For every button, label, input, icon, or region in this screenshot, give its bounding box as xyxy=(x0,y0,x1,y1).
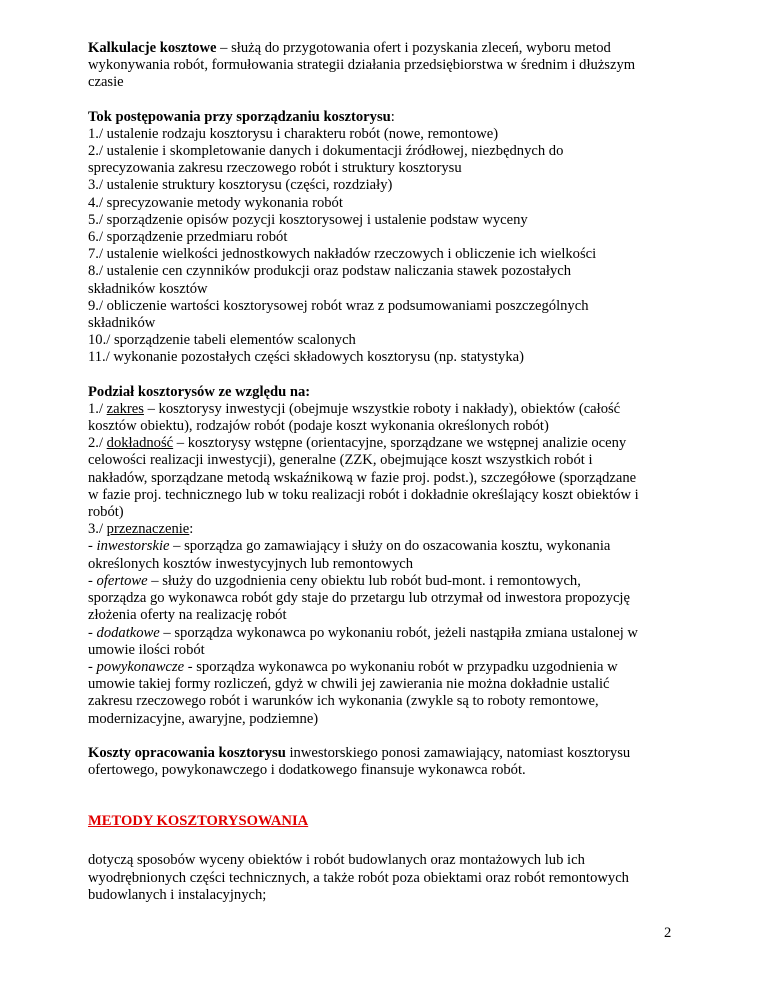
przeznaczenie-term: przeznaczenie xyxy=(106,521,190,538)
metody-line1: dotyczą sposobów wyceny obiektów i robót budowlanych oraz montażowych lub ich xyxy=(88,852,585,869)
dodatkowe-term: dodatkowe xyxy=(96,624,160,641)
przeznaczenie-colon: : xyxy=(189,521,194,538)
tok-heading-line xyxy=(88,109,664,126)
kalk-line3: czasie xyxy=(88,74,124,91)
ofertowe-text: – służy do uzgodnienia ceny obiektu lub robót bud-mont. i remontowych, xyxy=(147,572,581,589)
kalk-line2: wykonywania robót, formułowania strategii działania przedsiębiorstwa w średnim i dłuższym xyxy=(88,57,636,74)
dodatkowe-text: – sporządza wykonawca po wykonaniu robót, jeżeli nastąpiła zmiana ustalonej w xyxy=(159,624,638,641)
podzial-heading-line xyxy=(88,384,664,401)
metody-line3: budowlanych i instalacyjnych; xyxy=(88,886,267,903)
dodatkowe-line1 xyxy=(88,625,664,642)
koszty-line2: ofertowego, powykonawczego i dodatkowego finansuje wykonawca robót. xyxy=(88,761,526,778)
ofertowe-line3: złożenia oferty na realizację robót xyxy=(88,607,287,624)
metody-heading: METODY KOSZTORYSOWANIA xyxy=(88,813,309,830)
inwestorskie-line2: określonych kosztów inwestycyjnych lub remontowych xyxy=(88,555,414,572)
powykonawcze-line3: zakresu rzeczowego robót i warunków ich wykonania (zwykle są to roboty remontowe, xyxy=(88,693,599,710)
dokladnosc-line4: w fazie proj. technicznego lub w toku realizacji robót i dokładnie określający koszt obiektów i xyxy=(88,486,639,503)
list-item: składników xyxy=(88,315,156,332)
dokladnosc-line1 xyxy=(88,435,664,452)
powykonawcze-line2: umowie takiej formy rozliczeń, gdyż w chwili jej zawierania nie można dokładnie ustalić xyxy=(88,676,610,693)
kalk-line1: – służą do przygotowania ofert i pozyskania zleceń, wyboru metod xyxy=(216,40,611,56)
powykonawcze-term: powykonawcze xyxy=(96,658,185,675)
list-item: 10./ sporządzenie tabeli elementów scalonych xyxy=(88,332,356,349)
page-number: 2 xyxy=(664,925,672,941)
kalk-para xyxy=(88,40,664,57)
list-item: 6./ sporządzenie przedmiaru robót xyxy=(88,229,288,246)
list-item: 9./ obliczenie wartości kosztorysowej robót wraz z podsumowaniami poszczególnych xyxy=(88,297,589,314)
inwestorskie-dash: - xyxy=(88,538,97,555)
ofertowe-line1 xyxy=(88,573,664,590)
koszty-term: Koszty opracowania kosztorysu xyxy=(88,744,286,761)
ofertowe-dash: - xyxy=(88,572,97,589)
dokladnosc-num: 2./ xyxy=(88,435,107,452)
dodatkowe-dash: - xyxy=(88,624,97,641)
koszty-line1 xyxy=(88,745,664,762)
metody-heading-line xyxy=(88,813,664,830)
metody-line2: wyodrębnionych części technicznych, a także robót poza obiektami oraz robót remontowych xyxy=(88,869,629,886)
zakres-line2: kosztów obiektu), rodzajów robót (podaje koszt wykonania określonych robót) xyxy=(88,418,549,435)
powykonawcze-line4: modernizacyjne, awaryjne, podziemne) xyxy=(88,710,319,727)
inwestorskie-line1 xyxy=(88,538,664,555)
list-item: 5./ sporządzenie opisów pozycji kosztorysowej i ustalenie podstaw wyceny xyxy=(88,211,528,228)
list-item: 4./ sprecyzowanie metody wykonania robót xyxy=(88,194,343,211)
list-item: składników kosztów xyxy=(88,280,208,297)
list-item: 3./ ustalenie struktury kosztorysu (części, rozdziały) xyxy=(88,177,393,194)
list-item: 8./ ustalenie cen czynników produkcji oraz podstaw naliczania stawek pozostałych xyxy=(88,263,572,280)
zakres-line1 xyxy=(88,401,664,418)
dokladnosc-line5: robót) xyxy=(88,504,124,521)
powykonawcze-dash: - xyxy=(88,658,97,675)
ofertowe-line2: sporządza go wykonawca robót gdy staje do przetargu lub otrzymał od inwestora propozycję xyxy=(88,590,630,607)
przeznaczenie-line xyxy=(88,521,664,538)
przeznaczenie-num: 3./ xyxy=(88,521,107,538)
zakres-term: zakres xyxy=(106,400,144,417)
list-item: sprecyzowania zakresu rzeczowego robót i struktury kosztorysu xyxy=(88,160,462,177)
podzial-heading: Podział kosztorysów ze względu na: xyxy=(88,383,311,400)
document-page xyxy=(88,40,664,904)
ofertowe-term: ofertowe xyxy=(96,572,148,589)
tok-colon: : xyxy=(390,108,395,125)
dokladnosc-text: – kosztorysy wstępne (orientacyjne, sporządzane we wstępnej analizie oceny xyxy=(173,435,627,452)
zakres-num: 1./ xyxy=(88,400,107,417)
dodatkowe-line2: umowie ilości robót xyxy=(88,641,205,658)
inwestorskie-term: inwestorskie xyxy=(96,538,170,555)
tok-heading: Tok postępowania przy sporządzaniu kosztorysu xyxy=(88,108,391,125)
koszty-text: inwestorskiego ponosi zamawiający, natomiast kosztorysu xyxy=(285,744,631,761)
list-item: 2./ ustalenie i skompletowanie danych i dokumentacji źródłowej, niezbędnych do xyxy=(88,143,564,160)
powykonawcze-text: - sporządza wykonawca po wykonaniu robót w przypadku uzgodnienia w xyxy=(184,658,618,675)
dokladnosc-line3: nakładów, sporządzane metodą wskaźnikową w fazie proj. podst.), szczegółowe (sporządzane xyxy=(88,469,637,486)
zakres-text: – kosztorysy inwestycji (obejmuje wszystkie roboty i nakłady), obiektów (całość xyxy=(143,400,621,417)
list-item: 7./ ustalenie wielkości jednostkowych nakładów rzeczowych i obliczenie ich wielkości xyxy=(88,246,597,263)
dokladnosc-line2: celowości realizacji inwestycji), generalne (ZZK, obejmujące koszt wszystkich robót i xyxy=(88,452,593,469)
inwestorskie-text: – sporządza go zamawiający i służy on do oszacowania kosztu, wykonania xyxy=(169,538,611,555)
list-item: 11./ wykonanie pozostałych części składowych kosztorysu (np. statystyka) xyxy=(88,349,524,366)
powykonawcze-line1 xyxy=(88,659,664,676)
kalk-term: Kalkulacje kosztowe xyxy=(88,40,217,56)
dokladnosc-term: dokładność xyxy=(106,435,174,452)
list-item: 1./ ustalenie rodzaju kosztorysu i charakteru robót (nowe, remontowe) xyxy=(88,125,499,142)
